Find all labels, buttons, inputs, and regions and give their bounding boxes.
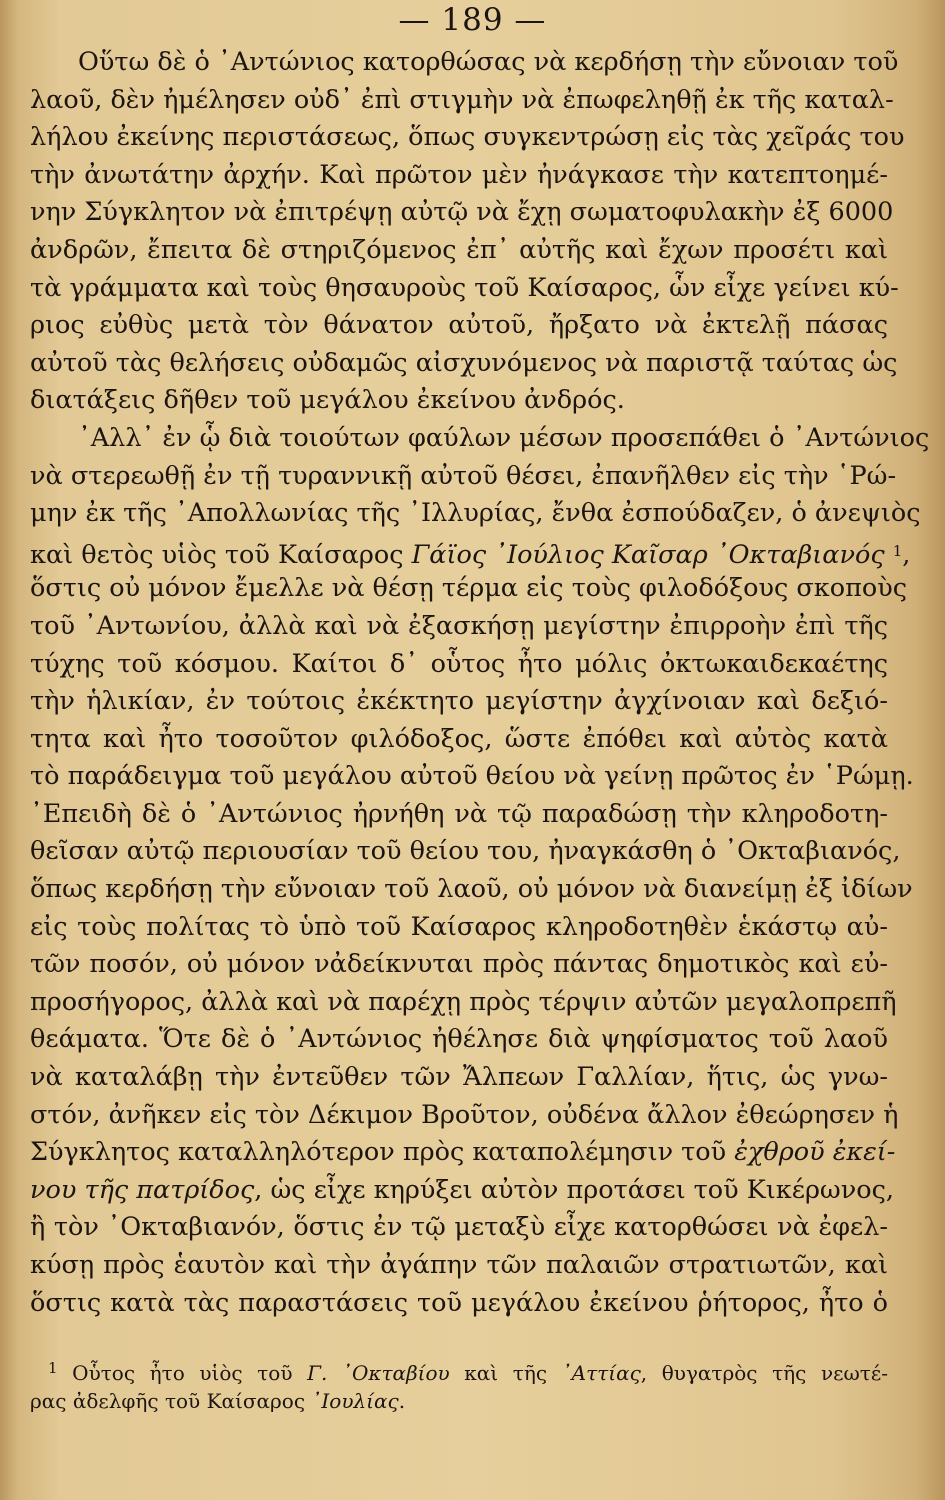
line-text: ὅστις κατὰ τὰς παραστάσεις τοῦ μεγάλου ἐκείνου ῥήτορος, ἦτο ὁ — [30, 1287, 888, 1318]
line-text: θεῖσαν αὐτῷ περιουσίαν τοῦ θείου του, ἠναγκάσθη ὁ ᾿Οκταβιανός, — [30, 836, 901, 867]
line-text: ᾿Επειδὴ δὲ ὁ ᾿Αντώνιος ἠρνήθη νὰ τῷ παραδώσῃ τὴν κληροδοτη- — [30, 798, 888, 829]
line-text: διατάξεις δῆθεν τοῦ μεγάλου ἐκείνου ἀνδρός. — [30, 385, 625, 416]
footnote-italic: Γ. ᾿Οκταβίου — [307, 1361, 450, 1385]
text-line — [30, 382, 888, 420]
text-line — [30, 458, 897, 496]
italic-text: ἐχθροῦ ἐκεί- — [734, 1137, 896, 1168]
line-text: εἰς τοὺς πολίτας τὸ ὑπὸ τοῦ Καίσαρος κληροδοτηθὲν ἑκάστῳ αὐ- — [30, 911, 888, 942]
footnote-text: , θυγατρὸς τῆς νεωτέ- — [640, 1361, 888, 1385]
line-text: τητα καὶ ἦτο τοσοῦτον φιλόδοξος, ὥστε ἐπόθει καὶ αὐτὸς κατὰ — [30, 723, 888, 754]
text-line — [30, 1021, 888, 1059]
text-line — [30, 119, 905, 157]
line-text: λαοῦ, δὲν ἠμέλησεν οὐδ᾿ ἐπὶ στιγμὴν νὰ ἐπωφεληθῇ ἐκ τῆς καταλ- — [30, 84, 894, 115]
line-text: ὅστις οὐ μόνον ἔμελλε νὰ θέσῃ τέρμα εἰς τοὺς φιλοδόξους σκοποὺς — [30, 573, 907, 604]
footnote-reference: 1 — [892, 541, 903, 560]
text-line — [30, 420, 930, 458]
text-line — [30, 307, 888, 345]
text-line — [30, 758, 914, 796]
italic-text: Γάϊος ᾿Ιούλιος Καῖσαρ ᾿Οκταβιανός — [411, 539, 885, 570]
line-text: προσήγορος, ἀλλὰ καὶ νὰ παρέχῃ πρὸς τέρψιν αὐτῶν μεγαλοπρεπῆ — [30, 986, 897, 1017]
text-line — [30, 270, 899, 308]
line-text: ὅπως κερδήσῃ τὴν εὔνοιαν τοῦ λαοῦ, οὐ μόνον νὰ διανείμῃ ἐξ ἰδίων — [30, 874, 913, 905]
line-text: τὰ γράμματα καὶ τοὺς θησαυροὺς τοῦ Καίσαρος, ὧν εἶχε γείνει κύ- — [30, 272, 899, 303]
text-line — [30, 1247, 888, 1285]
line-text: τὸ παράδειγμα τοῦ μεγάλου αὐτοῦ θείου νὰ γείνῃ πρῶτος ἐν ῾Ρώμῃ. — [30, 761, 914, 792]
text-line — [30, 646, 888, 684]
line-text: τύχης τοῦ κόσμου. Καίτοι δ᾿ οὗτος ἦτο μόλις ὀκτωκαιδεκαέτης — [30, 648, 888, 679]
text-line — [30, 194, 894, 232]
text-line — [30, 683, 888, 721]
footnote-line — [30, 1352, 888, 1385]
footnote-text: καὶ τῆς — [464, 1361, 548, 1385]
text-line — [30, 1059, 888, 1097]
line-text: θεάματα. Ὅτε δὲ ὁ ᾿Αντώνιος ἠθέλησε διὰ ψηφίσματος τοῦ λαοῦ — [30, 1024, 888, 1055]
text-line — [30, 833, 901, 871]
line-text: κύσῃ πρὸς ἑαυτὸν καὶ τὴν ἀγάπην τῶν παλαιῶν στρατιωτῶν, καὶ — [30, 1250, 888, 1280]
text-line — [30, 1172, 894, 1210]
footnote-text: . — [398, 1389, 406, 1413]
line-text: ἀνδρῶν, ἔπειτα δὲ στηριζόμενος ἐπ᾿ αὐτῆς καὶ ἔχων προσέτι καὶ — [30, 234, 888, 265]
footnote-italic: ᾿Αττίας — [561, 1361, 641, 1385]
line-text: , — [902, 539, 911, 570]
text-line — [30, 345, 898, 383]
text-line — [30, 946, 888, 984]
line-text: αὐτοῦ τὰς θελήσεις οὐδαμῶς αἰσχυνόμενος νὰ παριστᾷ ταύτας ὡς — [30, 347, 898, 378]
line-text: νὰ καταλάβῃ τὴν ἐντεῦθεν τῶν Ἄλπεων Γαλλίαν, ἥτις, ὡς γνω- — [30, 1062, 888, 1093]
text-line — [30, 871, 913, 909]
text-line — [30, 1209, 888, 1247]
text-line — [30, 796, 888, 834]
line-text: τὴν ἀνωτάτην ἀρχήν. Καὶ πρῶτον μὲν ἠνάγκασε τὴν κατεπτοημέ- — [30, 159, 888, 190]
line-text: Σύγκλητος καταλληλότερον πρὸς καταπολέμησιν τοῦ — [30, 1137, 727, 1168]
line-text: τοῦ ᾿Αντωνίου, ἀλλὰ καὶ νὰ ἐξασκήσῃ μεγίστην ἐπιρροὴν ἐπὶ τῆς — [30, 610, 888, 641]
line-text: λήλου ἐκείνης περιστάσεως, ὅπως συγκεντρώσῃ εἰς τὰς χεῖράς του — [30, 122, 905, 153]
text-line — [30, 1134, 896, 1172]
line-text: νην Σύγκλητον νὰ ἐπιτρέψῃ αὐτῷ νὰ ἔχῃ σωματοφυλακὴν ἐξ 6000 — [30, 197, 894, 228]
text-line — [30, 608, 888, 646]
text-line — [30, 721, 888, 759]
footnote-marker: 1 — [48, 1359, 58, 1377]
text-line — [30, 157, 888, 195]
text-line — [30, 984, 897, 1022]
line-text: στόν, ἀνῆκεν εἰς τὸν Δέκιμον Βροῦτον, οὐδένα ἄλλον ἐθεώρησεν ἡ — [30, 1099, 899, 1130]
italic-text: νου τῆς πατρίδος — [30, 1174, 255, 1205]
text-line — [30, 1097, 899, 1135]
body-text — [30, 44, 930, 1322]
page-number: — 189 — — [398, 2, 547, 38]
footnote — [30, 1352, 888, 1418]
line-text: ριος εὐθὺς μετὰ τὸν θάνατον αὐτοῦ, ἤρξατο νὰ ἐκτελῇ πάσας — [30, 310, 888, 341]
footnote-line — [30, 1385, 888, 1418]
text-line — [30, 909, 888, 947]
line-text: καὶ θετὸς υἱὸς τοῦ Καίσαρος — [30, 539, 404, 570]
footnote-text: Οὗτος ἦτο υἱὸς τοῦ — [72, 1361, 293, 1385]
footnote-text: ρας ἀδελφῆς τοῦ Καίσαρος — [30, 1389, 306, 1413]
text-line — [30, 533, 911, 571]
text-line — [30, 232, 888, 270]
line-text: ᾿Αλλ᾿ ἐν ᾧ διὰ τοιούτων φαύλων μέσων προσεπάθει ὁ ᾿Αντώνιος — [78, 422, 930, 453]
text-line — [30, 495, 921, 533]
line-text: , ὡς εἶχε κηρύξει αὐτὸν προτάσει τοῦ Κικέρωνος, — [254, 1174, 894, 1205]
line-text: Οὕτω δὲ ὁ ᾿Αντώνιος κατορθώσας νὰ κερδήσῃ τὴν εὔνοιαν τοῦ — [78, 47, 899, 77]
footnote-italic: ᾿Ιουλίας — [311, 1389, 399, 1413]
text-line — [30, 1285, 888, 1323]
line-text: τῶν ποσόν, οὐ μόνον νἀδείκνυται πρὸς πάντας δημοτικὸς καὶ εὐ- — [30, 949, 888, 980]
text-line — [30, 44, 899, 82]
line-text: τὴν ἡλικίαν, ἐν τούτοις ἐκέκτητο μεγίστην ἀγχίνοιαν καὶ δεξιό- — [30, 686, 888, 717]
line-text: μην ἐκ τῆς ᾿Απολλωνίας τῆς ᾿Ιλλυρίας, ἔνθα ἐσπούδαζεν, ὁ ἀνεψιὸς — [30, 498, 921, 529]
text-line — [30, 82, 894, 120]
line-text: νὰ στερεωθῇ ἐν τῇ τυραννικῇ αὐτοῦ θέσει, ἐπανῆλθεν εἰς τὴν ῾Ρώ- — [30, 460, 897, 491]
text-line — [30, 570, 907, 608]
line-text: ἢ τὸν ᾿Οκταβιανόν, ὅστις ἐν τῷ μεταξὺ εἶχε κατορθώσει νὰ ἐφελ- — [30, 1212, 888, 1243]
